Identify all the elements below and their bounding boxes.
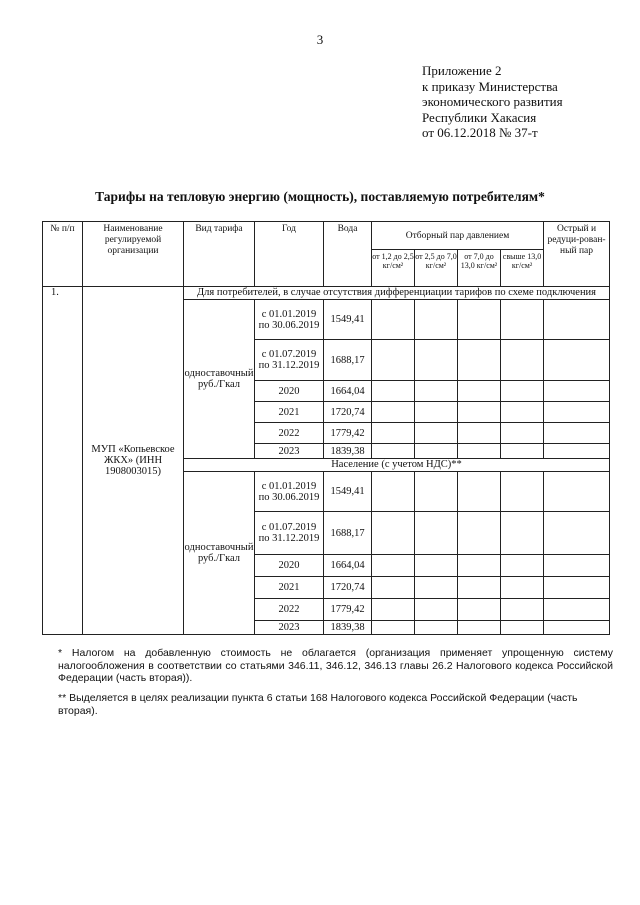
appendix-line: Республики Хакасия bbox=[422, 109, 537, 125]
appendix-line: экономического развития bbox=[422, 94, 563, 109]
header-steam-3: от 7,0 до 13,0 кг/см² bbox=[458, 250, 501, 287]
header-steam-2: от 2,5 до 7,0 кг/см² bbox=[415, 250, 458, 287]
header-steam: Отборный пар давлением bbox=[372, 222, 544, 250]
water-value: 1664,04 bbox=[324, 555, 372, 577]
header-tariff-type: Вид тарифа bbox=[184, 222, 255, 287]
water-value: 1549,41 bbox=[324, 472, 372, 512]
year-cell: 2022 bbox=[255, 423, 324, 444]
header-year: Год bbox=[255, 222, 324, 287]
year-cell: 2020 bbox=[255, 381, 324, 402]
water-value: 1839,38 bbox=[324, 621, 372, 635]
year-cell: 2023 bbox=[255, 444, 324, 459]
water-value: 1839,38 bbox=[324, 444, 372, 459]
section1-title: Для потребителей, в случае отсутствия дифференциации тарифов по схеме подключения bbox=[184, 287, 610, 300]
year-cell: 2021 bbox=[255, 577, 324, 599]
year-cell: 2022 bbox=[255, 599, 324, 621]
water-value: 1549,41 bbox=[324, 300, 372, 340]
header-steam-1: от 1,2 до 2,5 кг/см² bbox=[372, 250, 415, 287]
row-number: 1. bbox=[43, 287, 83, 635]
header-organization: Наименование регулируемой организации bbox=[83, 222, 184, 287]
year-cell: 2021 bbox=[255, 402, 324, 423]
header-sharp-steam: Острый и редуци-рован-ный пар bbox=[544, 222, 610, 287]
year-cell: с 01.01.2019 по 30.06.2019 bbox=[255, 300, 324, 340]
header-num: № п/п bbox=[43, 222, 83, 287]
water-value: 1688,17 bbox=[324, 512, 372, 555]
appendix-line: от 06.12.2018 № 37-т bbox=[422, 125, 538, 140]
appendix-line: Приложение 2 bbox=[422, 63, 502, 78]
section2-title: Население (с учетом НДС)** bbox=[184, 459, 610, 472]
appendix-block bbox=[422, 63, 563, 141]
tariff-kind: одноставочный руб./Гкал bbox=[184, 300, 255, 459]
page-number: 3 bbox=[316, 32, 324, 47]
tariff-kind: одноставочный руб./Гкал bbox=[184, 472, 255, 635]
footnote-vat: * Налогом на добавленную стоимость не облагается (организация применяет упрощенную систему налогообложения в соответствии со статьями 346.11, 346.12, 346.13 главы 26.2 Налогового кодекса Российской Федерации (часть вторая)). bbox=[58, 647, 613, 684]
document-title: Тарифы на тепловую энергию (мощность), поставляемую потребителям* bbox=[95, 189, 545, 204]
appendix-line: к приказу Министерства bbox=[422, 78, 558, 94]
header-steam-4: свыше 13,0 кг/см² bbox=[501, 250, 544, 287]
year-cell: с 01.07.2019 по 31.12.2019 bbox=[255, 512, 324, 555]
water-value: 1720,74 bbox=[324, 402, 372, 423]
water-value: 1779,42 bbox=[324, 423, 372, 444]
year-cell: с 01.01.2019 по 30.06.2019 bbox=[255, 472, 324, 512]
water-value: 1779,42 bbox=[324, 599, 372, 621]
organization-name: МУП «Копьевское ЖКХ» (ИНН 1908003015) bbox=[83, 287, 184, 635]
footnote-population: ** Выделяется в целях реализации пункта 6 статьи 168 Налогового кодекса Российской Федерации (часть вторая). bbox=[58, 692, 578, 717]
year-cell: с 01.07.2019 по 31.12.2019 bbox=[255, 340, 324, 381]
header-water: Вода bbox=[324, 222, 372, 287]
tariff-table bbox=[42, 221, 610, 635]
water-value: 1688,17 bbox=[324, 340, 372, 381]
year-cell: 2020 bbox=[255, 555, 324, 577]
year-cell: 2023 bbox=[255, 621, 324, 635]
water-value: 1720,74 bbox=[324, 577, 372, 599]
water-value: 1664,04 bbox=[324, 381, 372, 402]
